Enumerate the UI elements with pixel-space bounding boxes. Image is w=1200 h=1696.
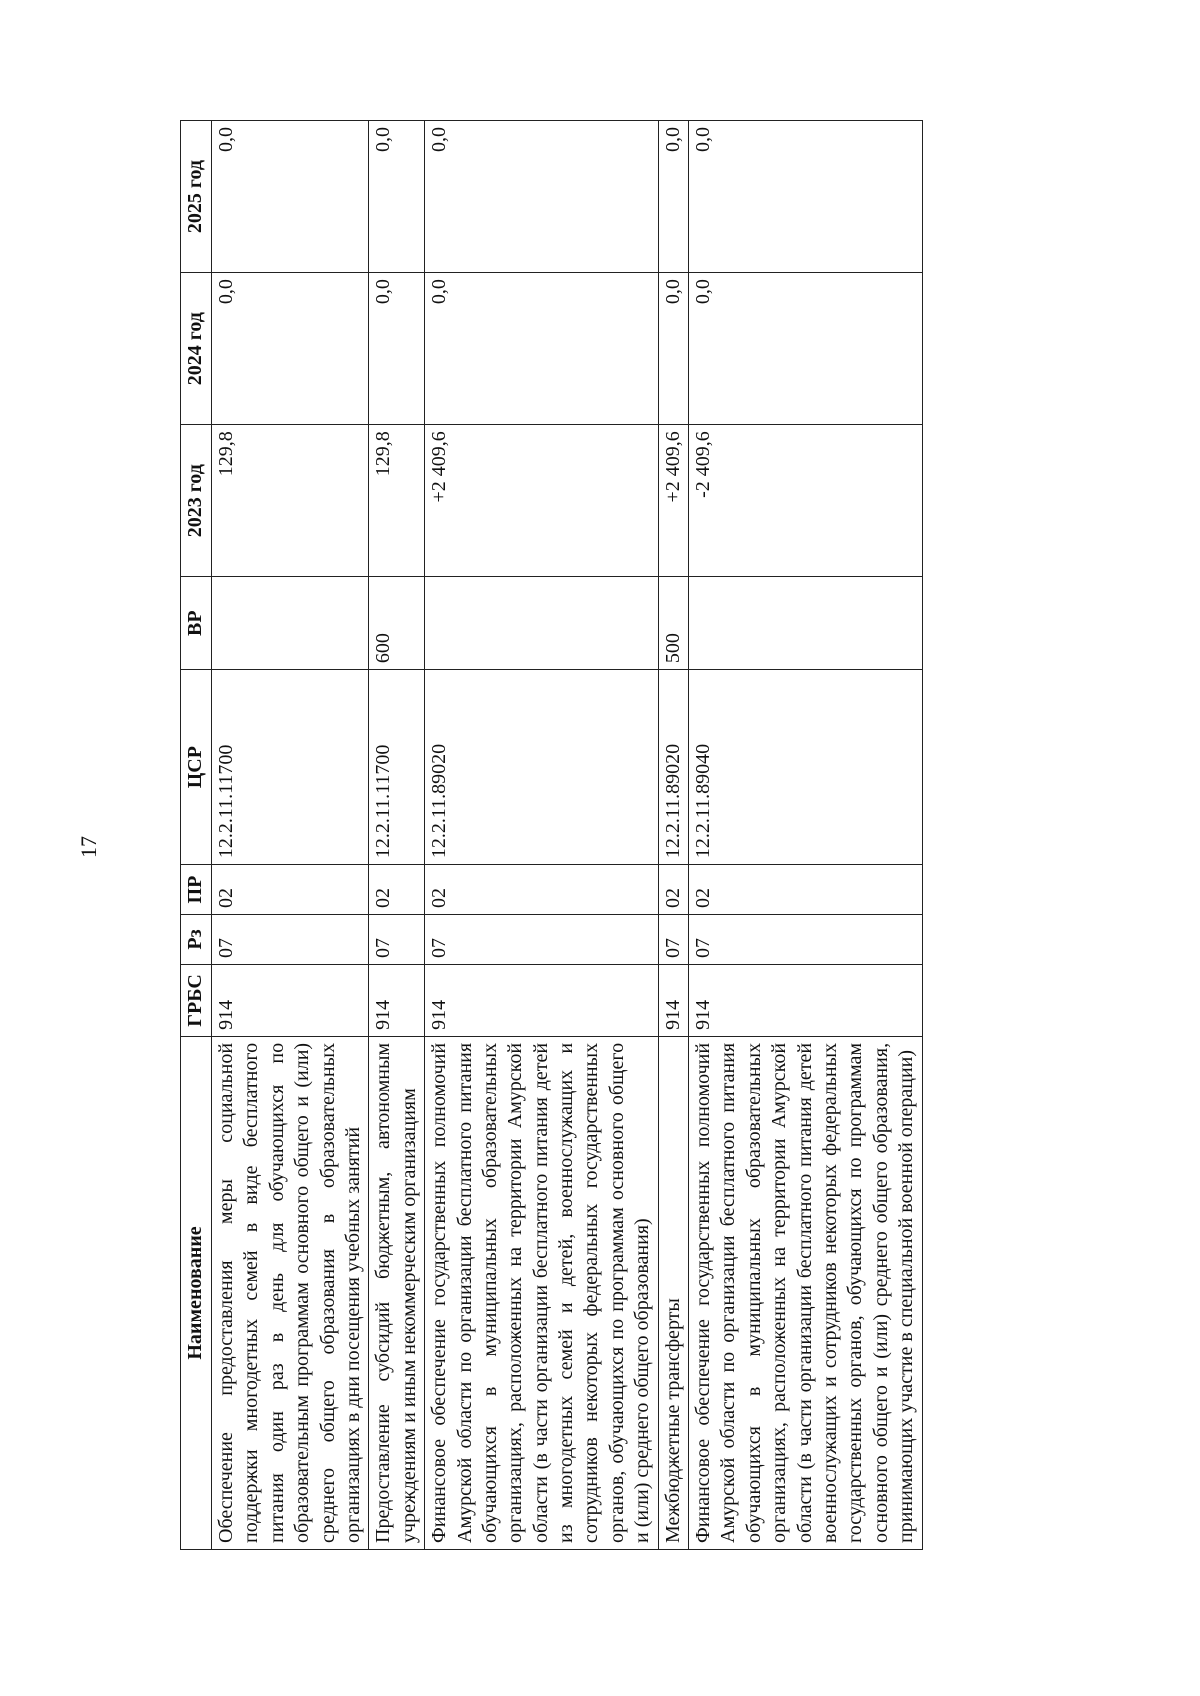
header-2024: 2024 год xyxy=(181,273,212,425)
table-row xyxy=(212,121,369,1550)
cell-pr: 02 xyxy=(212,865,369,915)
cell-vr xyxy=(689,577,923,670)
cell-2024: 0,0 xyxy=(689,273,923,425)
cell-csr: 12.2.11.11700 xyxy=(369,670,425,865)
cell-2024: 0,0 xyxy=(658,273,688,425)
cell-2024: 0,0 xyxy=(212,273,369,425)
cell-2024: 0,0 xyxy=(369,273,425,425)
header-vr: ВР xyxy=(181,577,212,670)
cell-vr xyxy=(425,577,659,670)
cell-name: Обеспечение предоставления меры социальной поддержки многодетных семей в виде бесплатного питания один раз в день для обучающихся по образовательным программам основного общего и (или) среднего общего образования в образовательных организациях в дни посещения учебных занятий xyxy=(212,1036,369,1549)
cell-2023: -2 409,6 xyxy=(689,425,923,577)
cell-grbs: 914 xyxy=(689,964,923,1036)
cell-rz: 07 xyxy=(369,915,425,965)
rotated-table-wrapper xyxy=(180,120,1100,1550)
header-grbs: ГРБС xyxy=(181,964,212,1036)
cell-csr: 12.2.11.89040 xyxy=(689,670,923,865)
cell-2023: +2 409,6 xyxy=(658,425,688,577)
cell-2025: 0,0 xyxy=(658,121,688,273)
table-header-row xyxy=(181,121,212,1550)
cell-pr: 02 xyxy=(689,865,923,915)
cell-rz: 07 xyxy=(425,915,659,965)
page-number: 17 xyxy=(76,836,101,858)
cell-csr: 12.2.11.11700 xyxy=(212,670,369,865)
cell-rz: 07 xyxy=(212,915,369,965)
table-row xyxy=(369,121,425,1550)
cell-pr: 02 xyxy=(369,865,425,915)
header-rz: Рз xyxy=(181,915,212,965)
table-row xyxy=(425,121,659,1550)
cell-name: Финансовое обеспечение государственных полномочий Амурской области по организации бесплатного питания обучающихся в муниципальных образовательных организациях, расположенных на территории Амурской области (в части организации бесплатного питания детей военнослужащих и сотрудников некоторых федеральных государственных органов, обучающихся по программам основного общего и (или) среднего общего образования, принимающих участие в специальной военной операции) xyxy=(689,1036,923,1549)
header-pr: ПР xyxy=(181,865,212,915)
cell-2025: 0,0 xyxy=(689,121,923,273)
cell-name: Межбюджетные трансферты xyxy=(658,1036,688,1549)
cell-vr: 500 xyxy=(658,577,688,670)
cell-csr: 12.2.11.89020 xyxy=(425,670,659,865)
cell-rz: 07 xyxy=(689,915,923,965)
cell-csr: 12.2.11.89020 xyxy=(658,670,688,865)
header-2023: 2023 год xyxy=(181,425,212,577)
cell-pr: 02 xyxy=(658,865,688,915)
cell-name: Предоставление субсидий бюджетным, автономным учреждениям и иным некоммерческим организациям xyxy=(369,1036,425,1549)
table-row xyxy=(689,121,923,1550)
cell-grbs: 914 xyxy=(425,964,659,1036)
header-csr: ЦСР xyxy=(181,670,212,865)
cell-grbs: 914 xyxy=(212,964,369,1036)
cell-rz: 07 xyxy=(658,915,688,965)
cell-2023: 129,8 xyxy=(369,425,425,577)
table-row xyxy=(658,121,688,1550)
header-name: Наименование xyxy=(181,1036,212,1549)
header-2025: 2025 год xyxy=(181,121,212,273)
cell-2024: 0,0 xyxy=(425,273,659,425)
cell-grbs: 914 xyxy=(369,964,425,1036)
cell-vr: 600 xyxy=(369,577,425,670)
budget-table xyxy=(180,120,923,1550)
cell-2023: +2 409,6 xyxy=(425,425,659,577)
cell-vr xyxy=(212,577,369,670)
cell-2023: 129,8 xyxy=(212,425,369,577)
cell-pr: 02 xyxy=(425,865,659,915)
cell-name: Финансовое обеспечение государственных полномочий Амурской области по организации бесплатного питания обучающихся в муниципальных образовательных организациях, расположенных на территории Амурской области (в части организации бесплатного питания детей из многодетных семей и детей, военнослужащих и сотрудников некоторых федеральных государственных органов, обучающихся по программам основного общего и (или) среднего общего образования) xyxy=(425,1036,659,1549)
cell-2025: 0,0 xyxy=(212,121,369,273)
cell-grbs: 914 xyxy=(658,964,688,1036)
cell-2025: 0,0 xyxy=(425,121,659,273)
cell-2025: 0,0 xyxy=(369,121,425,273)
